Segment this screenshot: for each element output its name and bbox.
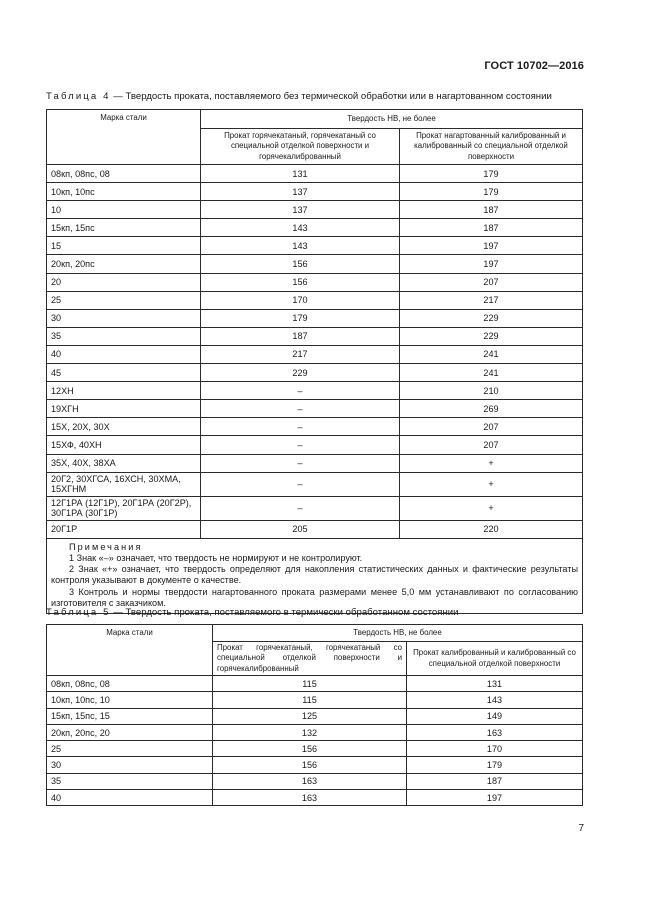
table4-notes (47, 538, 583, 613)
table5-caption (46, 607, 458, 618)
hardness-value-1: 137 (201, 201, 400, 219)
table4-body (47, 165, 583, 539)
hardness-value-2: 241 (400, 345, 583, 363)
table-row (47, 273, 583, 291)
table-row (47, 309, 583, 327)
table-row (47, 219, 583, 237)
table-row (47, 692, 583, 708)
hardness-value-2: + (400, 454, 583, 472)
grade-cell: 08кп, 08пс, 08 (47, 676, 213, 692)
hardness-value-2: 207 (400, 436, 583, 454)
grade-cell: 08кп, 08пс, 08 (47, 165, 201, 183)
hardness-value-1: 137 (201, 183, 400, 201)
table-row (47, 520, 583, 538)
grade-cell: 15кп, 15пс (47, 219, 201, 237)
hardness-value-1: 115 (213, 692, 407, 708)
table-row (47, 237, 583, 255)
table4-title: — Твердость проката, поставляемого без термической обработки или в нагартованном состоянии (110, 91, 552, 102)
grade-cell: 12ХН (47, 382, 201, 400)
hardness-value-1: 187 (201, 327, 400, 345)
table-row (47, 757, 583, 773)
hardness-value-1: – (201, 382, 400, 400)
hardness-value-1: 156 (213, 741, 407, 757)
hardness-value-1: – (201, 472, 400, 496)
table5 (46, 624, 583, 806)
table-row (47, 382, 583, 400)
hardness-value-2: 229 (400, 309, 583, 327)
grade-cell: 35 (47, 327, 201, 345)
grade-cell: 25 (47, 741, 213, 757)
hardness-value-2: 229 (400, 327, 583, 345)
hardness-value-1: 156 (201, 255, 400, 273)
hardness-value-1: 179 (201, 309, 400, 327)
hardness-value-2: 187 (400, 201, 583, 219)
hardness-value-1: – (201, 454, 400, 472)
table-row (47, 773, 583, 789)
table5-header-sub1: Прокат горячекатаный, горячекатаный со специальной отделкой поверхности и горячекалиброванный (213, 642, 407, 676)
note-3: 3 Контроль и нормы твердости нагартованного проката размерами менее 5,0 мм устанавливают по согласованию изготовителя с заказчиком. (51, 586, 578, 608)
grade-cell: 15ХФ, 40ХН (47, 436, 201, 454)
table-row (47, 364, 583, 382)
hardness-value-1: 132 (213, 724, 407, 740)
grade-cell: 15 (47, 237, 201, 255)
hardness-value-2: + (400, 496, 583, 520)
hardness-value-2: 217 (400, 291, 583, 309)
hardness-value-2: 179 (407, 757, 583, 773)
table-row (47, 436, 583, 454)
hardness-value-2: 131 (407, 676, 583, 692)
grade-cell: 35Х, 40Х, 38ХА (47, 454, 201, 472)
table5-label: Таблица 5 (46, 607, 111, 618)
table-row (47, 201, 583, 219)
grade-cell: 40 (47, 345, 201, 363)
hardness-value-1: 163 (213, 773, 407, 789)
grade-cell: 35 (47, 773, 213, 789)
hardness-value-2: 210 (400, 382, 583, 400)
grade-cell: 20 (47, 273, 201, 291)
table4-header-hardness: Твердость НВ, не более (201, 110, 583, 129)
page-number: 7 (578, 823, 584, 834)
hardness-value-1: 143 (201, 237, 400, 255)
grade-cell: 20кп, 20пс, 20 (47, 724, 213, 740)
table-row (47, 472, 583, 496)
grade-cell: 12Г1РА (12Г1Р), 20Г1РА (20Г2Р), 30Г1РА (30Г1Р) (47, 496, 201, 520)
hardness-value-2: 143 (407, 692, 583, 708)
hardness-value-1: 170 (201, 291, 400, 309)
grade-cell: 20Г1Р (47, 520, 201, 538)
hardness-value-1: 115 (213, 676, 407, 692)
table-row (47, 345, 583, 363)
hardness-value-1: – (201, 496, 400, 520)
table4-caption (46, 91, 552, 102)
table-row (47, 724, 583, 740)
table-row (47, 741, 583, 757)
grade-cell: 10кп, 10пс (47, 183, 201, 201)
hardness-value-2: 179 (400, 183, 583, 201)
hardness-value-2: 170 (407, 741, 583, 757)
hardness-value-2: 163 (407, 724, 583, 740)
grade-cell: 45 (47, 364, 201, 382)
hardness-value-1: 205 (201, 520, 400, 538)
note-2: 2 Знак «+» означает, что твердость определяют для накопления статистических данных и фактические результаты контроля указывают в документе о качестве. (51, 564, 578, 586)
table-row (47, 165, 583, 183)
table5-body (47, 676, 583, 806)
table-row (47, 291, 583, 309)
hardness-value-1: – (201, 436, 400, 454)
grade-cell: 40 (47, 790, 213, 806)
hardness-value-2: 269 (400, 400, 583, 418)
hardness-value-1: 163 (213, 790, 407, 806)
table-row (47, 708, 583, 724)
table-row (47, 454, 583, 472)
grade-cell: 20кп, 20пс (47, 255, 201, 273)
table-row (47, 327, 583, 345)
grade-cell: 20Г2, 30ХГСА, 16ХСН, 30ХМА, 15ХГНМ (47, 472, 201, 496)
grade-cell: 15кп, 15пс, 15 (47, 708, 213, 724)
hardness-value-1: 217 (201, 345, 400, 363)
grade-cell: 30 (47, 309, 201, 327)
table-row (47, 255, 583, 273)
notes-title: Примечания (69, 541, 143, 552)
hardness-value-2: 197 (400, 255, 583, 273)
hardness-value-2: 197 (407, 790, 583, 806)
hardness-value-2: 179 (400, 165, 583, 183)
grade-cell: 19ХГН (47, 400, 201, 418)
table-row (47, 676, 583, 692)
table5-header-grade: Марка стали (47, 625, 213, 676)
note-1: 1 Знак «–» означает, что твердость не нормируют и не контролируют. (69, 552, 363, 563)
hardness-value-2: 207 (400, 273, 583, 291)
table4-label: Таблица 4 (46, 91, 111, 102)
table-row (47, 418, 583, 436)
table-row (47, 400, 583, 418)
hardness-value-1: 229 (201, 364, 400, 382)
table5-title: — Твердость проката, поставляемого в термически обработанном состоянии (110, 607, 459, 618)
hardness-value-1: 131 (201, 165, 400, 183)
hardness-value-2: 207 (400, 418, 583, 436)
hardness-value-1: – (201, 418, 400, 436)
hardness-value-2: 187 (400, 219, 583, 237)
grade-cell: 10кп, 10пс, 10 (47, 692, 213, 708)
table5-header-hardness: Твердость НВ, не более (213, 625, 583, 642)
grade-cell: 25 (47, 291, 201, 309)
hardness-value-1: 156 (213, 757, 407, 773)
table4-header-sub1: Прокат горячекатаный, горячекатаный со специальной отделкой поверхности и горячекалиброванный (201, 129, 400, 165)
table4 (46, 109, 583, 614)
hardness-value-1: 125 (213, 708, 407, 724)
hardness-value-1: 156 (201, 273, 400, 291)
hardness-value-1: – (201, 400, 400, 418)
hardness-value-2: 149 (407, 708, 583, 724)
table-row (47, 790, 583, 806)
document-code: ГОСТ 10702—2016 (484, 60, 584, 72)
table4-header-grade: Марка стали (47, 110, 201, 165)
grade-cell: 15Х, 20Х, 30Х (47, 418, 201, 436)
table-row (47, 496, 583, 520)
hardness-value-2: 197 (400, 237, 583, 255)
hardness-value-2: 241 (400, 364, 583, 382)
grade-cell: 10 (47, 201, 201, 219)
hardness-value-1: 143 (201, 219, 400, 237)
hardness-value-2: 187 (407, 773, 583, 789)
grade-cell: 30 (47, 757, 213, 773)
table4-header-sub2: Прокат нагартованный калиброванный и калиброванный со специальной отделкой поверхности (400, 129, 583, 165)
table5-header-sub2: Прокат калиброванный и калиброванный со специальной отделкой поверхности (407, 642, 583, 676)
hardness-value-2: + (400, 472, 583, 496)
table-row (47, 183, 583, 201)
hardness-value-2: 220 (400, 520, 583, 538)
